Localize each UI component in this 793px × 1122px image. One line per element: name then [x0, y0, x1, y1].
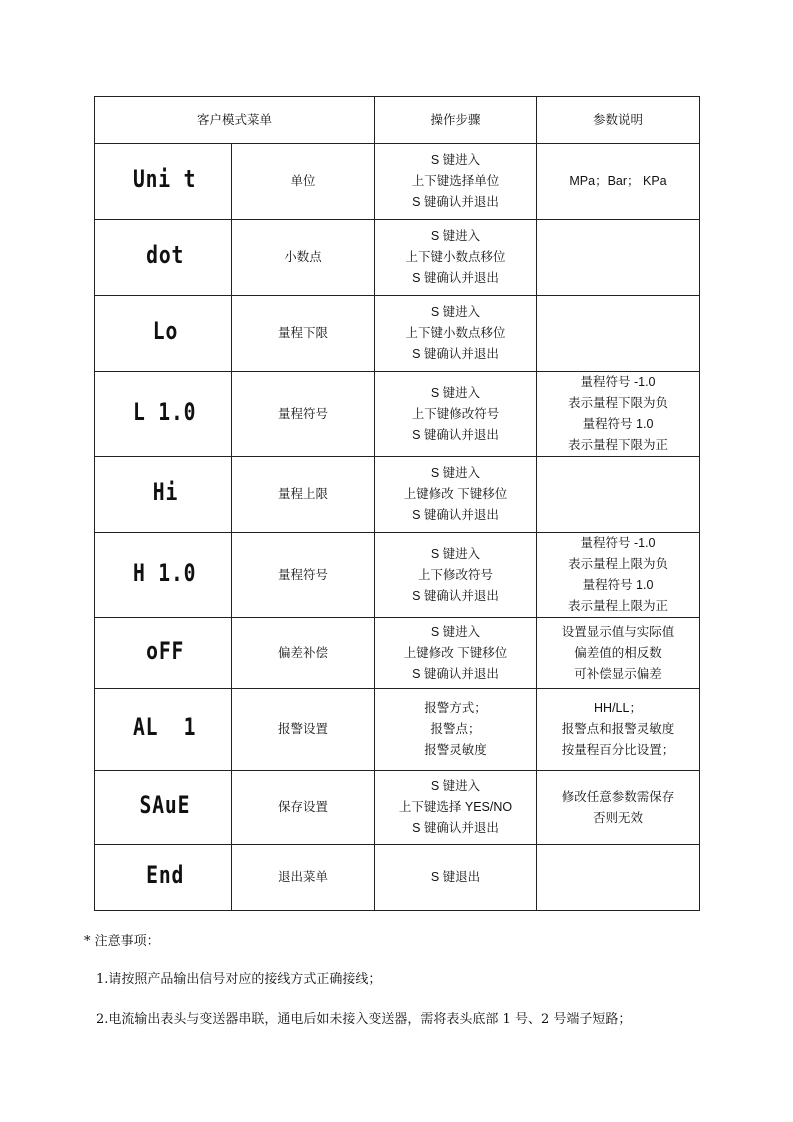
table-header-row	[95, 97, 700, 144]
note-item-2: 2.电流输出表头与变送器串联，通电后如未接入变送器，需将表头底部 1 号、2 号端子短路；	[96, 1012, 632, 1027]
step-line: S 键进入	[430, 779, 481, 793]
desc-line: 设置显示值与实际值	[561, 624, 675, 639]
header-desc: 参数说明	[537, 97, 700, 144]
menu-name-cell: 单位	[232, 144, 375, 220]
menu-code-cell	[95, 533, 232, 618]
step-line: 上下键选择 YES/NO	[398, 800, 513, 814]
client-mode-menu-table	[94, 96, 700, 911]
steps-cell	[375, 372, 537, 457]
notes-title: * 注意事项：	[84, 934, 160, 949]
lcd-code: Lo	[152, 317, 178, 345]
desc-cell	[537, 372, 700, 457]
note-item-1: 1.请按照产品输出信号对应的接线方式正确接线；	[96, 972, 382, 987]
desc-line: 表示量程下限为负	[568, 396, 669, 410]
desc-cell	[537, 689, 700, 771]
lcd-code: AL 1	[133, 713, 197, 741]
lcd-code: Uni t	[133, 165, 197, 193]
table-row	[95, 689, 700, 771]
desc-cell	[537, 771, 700, 845]
menu-code-cell	[95, 296, 232, 372]
lcd-code: SAuE	[139, 791, 191, 819]
header-steps: 操作步骤	[375, 97, 537, 144]
table-row	[95, 618, 700, 689]
desc-line: 否则无效	[593, 810, 644, 825]
menu-name-cell: 保存设置	[232, 771, 375, 845]
steps-cell	[375, 533, 537, 618]
menu-code-cell	[95, 618, 232, 689]
desc-cell	[537, 296, 700, 372]
menu-code-cell	[95, 771, 232, 845]
menu-name-cell: 量程下限	[232, 296, 375, 372]
step-line: 上下修改符号	[418, 567, 494, 582]
desc-cell	[537, 144, 700, 220]
step-line: S 键确认并退出	[412, 347, 499, 361]
menu-code-cell	[95, 144, 232, 220]
menu-code-cell	[95, 689, 232, 771]
desc-line: 量程符号 -1.0	[580, 536, 656, 550]
menu-code-cell	[95, 457, 232, 533]
lcd-code: H 1.0	[133, 558, 197, 587]
desc-line: 量程符号 1.0	[582, 417, 654, 431]
step-line: S 键退出	[430, 870, 481, 884]
header-menu: 客户模式菜单	[95, 97, 375, 144]
step-line: S 键进入	[430, 624, 481, 639]
step-line: S 键进入	[430, 385, 481, 400]
lcd-code: dot	[145, 241, 184, 269]
steps-cell	[375, 220, 537, 296]
desc-line: MPa；Bar； KPa	[569, 174, 667, 188]
step-line: S 键进入	[430, 153, 481, 167]
desc-line: 可补偿显示偏差	[574, 666, 662, 681]
desc-cell	[537, 533, 700, 618]
desc-line: 量程符号 1.0	[582, 578, 654, 592]
desc-line: 按量程百分比设置；	[561, 743, 675, 757]
table-row	[95, 771, 700, 845]
menu-name-cell: 偏差补偿	[232, 618, 375, 689]
step-line: S 键进入	[430, 229, 481, 243]
step-line: 上下键小数点移位	[405, 326, 506, 340]
step-line: S 键进入	[430, 305, 481, 319]
step-line: S 键确认并退出	[412, 821, 499, 835]
step-line: 报警灵敏度	[424, 743, 487, 757]
table-row	[95, 845, 700, 911]
menu-name-cell: 量程符号	[232, 372, 375, 457]
desc-line: 表示量程下限为正	[568, 438, 669, 452]
lcd-code: Hi	[152, 478, 178, 506]
desc-line: 表示量程上限为正	[568, 599, 669, 613]
step-line: 报警点；	[430, 722, 481, 736]
lcd-code: End	[145, 861, 184, 889]
steps-cell	[375, 144, 537, 220]
step-line: S 键确认并退出	[412, 271, 499, 285]
step-line: 上键修改 下键移位	[403, 645, 508, 660]
table-row	[95, 457, 700, 533]
menu-code-cell	[95, 372, 232, 457]
step-line: 上下键小数点移位	[405, 250, 506, 264]
lcd-code: oFF	[145, 636, 184, 665]
desc-cell	[537, 220, 700, 296]
step-line: 上下键选择单位	[411, 174, 500, 188]
step-line: 上下键修改符号	[411, 406, 500, 421]
desc-cell	[537, 845, 700, 911]
step-line: S 键确认并退出	[412, 427, 499, 442]
table-row	[95, 296, 700, 372]
desc-line: 量程符号 -1.0	[580, 375, 656, 389]
step-line: S 键确认并退出	[412, 195, 499, 209]
menu-name-cell: 量程符号	[232, 533, 375, 618]
step-line: 上键修改 下键移位	[403, 487, 508, 501]
desc-line: 偏差值的相反数	[574, 645, 662, 660]
desc-line: 修改任意参数需保存	[561, 789, 675, 804]
desc-cell	[537, 618, 700, 689]
menu-name-cell: 量程上限	[232, 457, 375, 533]
table-row	[95, 533, 700, 618]
menu-code-cell	[95, 845, 232, 911]
lcd-code: L 1.0	[133, 397, 197, 426]
steps-cell	[375, 689, 537, 771]
table-row	[95, 220, 700, 296]
step-line: S 键确认并退出	[412, 666, 499, 681]
steps-cell	[375, 771, 537, 845]
steps-cell	[375, 296, 537, 372]
steps-cell	[375, 457, 537, 533]
step-line: S 键确认并退出	[412, 588, 499, 603]
desc-line: HH/LL；	[594, 701, 642, 715]
menu-name-cell: 退出菜单	[232, 845, 375, 911]
desc-line: 表示量程上限为负	[568, 557, 669, 571]
table-row	[95, 144, 700, 220]
step-line: S 键确认并退出	[412, 508, 499, 522]
step-line: 报警方式；	[424, 701, 487, 715]
menu-name-cell: 小数点	[232, 220, 375, 296]
step-line: S 键进入	[430, 546, 481, 561]
steps-cell	[375, 845, 537, 911]
desc-cell	[537, 457, 700, 533]
step-line: S 键进入	[430, 466, 481, 480]
desc-line: 报警点和报警灵敏度	[561, 722, 675, 736]
steps-cell	[375, 618, 537, 689]
table-row	[95, 372, 700, 457]
menu-name-cell: 报警设置	[232, 689, 375, 771]
menu-code-cell	[95, 220, 232, 296]
